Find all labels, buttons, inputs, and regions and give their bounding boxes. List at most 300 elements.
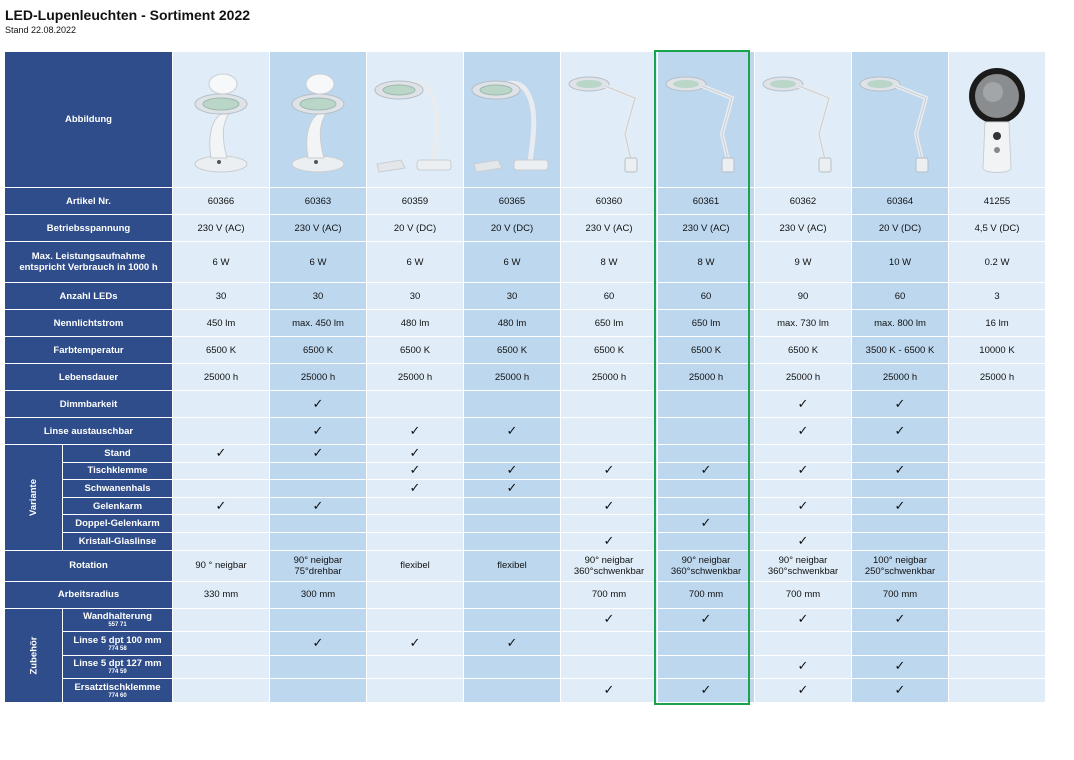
cell-lebensdauer — [561, 364, 658, 391]
row-tischklemme — [5, 462, 1046, 480]
checkmark-icon: ✓ — [312, 497, 324, 513]
cell-value: 700 mm — [591, 589, 627, 601]
product-image-cell — [949, 52, 1046, 188]
cell-leds — [852, 283, 949, 310]
cell-linse — [755, 418, 852, 445]
cell-schwanenhals — [367, 480, 464, 498]
cell-value: 60 — [700, 290, 712, 302]
cell-radius — [852, 581, 949, 608]
cell-gelenkarm — [367, 497, 464, 515]
cell-stand — [561, 445, 658, 463]
cell-spannung — [367, 215, 464, 242]
cell-spannung — [949, 215, 1046, 242]
cell-doppel — [949, 515, 1046, 533]
cell-stand — [367, 445, 464, 463]
cell-doppel — [173, 515, 270, 533]
row-linse100 — [5, 632, 1046, 656]
row-schwanenhals — [5, 480, 1046, 498]
cell-dimm — [658, 391, 755, 418]
cell-value: 480 lm — [400, 317, 430, 329]
cell-lichtstrom — [464, 310, 561, 337]
row-wand — [5, 608, 1046, 632]
cell-linse — [658, 418, 755, 445]
cell-value: 6500 K — [690, 344, 722, 356]
product-image-cell — [658, 52, 755, 188]
cell-kristall — [270, 532, 367, 550]
cell-linse — [270, 418, 367, 445]
row-stand — [5, 445, 1046, 463]
cell-rotation — [755, 550, 852, 581]
cell-value: 360°schwenkbar — [767, 565, 839, 577]
label-text: Lebensdauer — [58, 371, 119, 383]
label-text: Schwanenhals — [84, 482, 151, 494]
cell-gelenkarm — [949, 497, 1046, 515]
cell-linse127 — [367, 655, 464, 679]
article-number: 557 71 — [108, 622, 127, 629]
cell-value: 20 V (DC) — [490, 222, 534, 234]
row-lichtstrom — [5, 310, 1046, 337]
label-text: Farbtemperatur — [53, 344, 124, 356]
cell-value: 6 W — [309, 256, 327, 268]
cell-lebensdauer — [270, 364, 367, 391]
cell-wand — [949, 608, 1046, 632]
cell-doppel — [755, 515, 852, 533]
cell-value: 25000 h — [397, 371, 433, 383]
cell-ersatz — [367, 679, 464, 703]
cell-leds — [367, 283, 464, 310]
cell-schwanenhals — [561, 480, 658, 498]
cell-wand — [852, 608, 949, 632]
cell-value: 3500 K - 6500 K — [865, 344, 935, 356]
cell-ersatz — [270, 679, 367, 703]
label-leistung — [5, 242, 173, 283]
page-title: LED-Lupenleuchten - Sortiment 2022 — [5, 7, 251, 23]
cell-dimm — [367, 391, 464, 418]
cell-linse100 — [852, 632, 949, 656]
cell-value: 60363 — [304, 195, 332, 207]
cell-artikel — [755, 188, 852, 215]
cell-radius — [561, 581, 658, 608]
cell-value: 4,5 V (DC) — [974, 222, 1020, 234]
cell-dimm — [852, 391, 949, 418]
cell-lichtstrom — [852, 310, 949, 337]
checkmark-icon: ✓ — [797, 532, 809, 548]
cell-value: 60359 — [401, 195, 429, 207]
cell-schwanenhals — [852, 480, 949, 498]
cell-value: 30 — [506, 290, 518, 302]
row-gelenkarm — [5, 497, 1046, 515]
cell-value: 480 lm — [497, 317, 527, 329]
cell-wand — [270, 608, 367, 632]
cell-value: 25000 h — [203, 371, 239, 383]
cell-artikel — [367, 188, 464, 215]
lamp-gooseneck-icon — [367, 64, 463, 176]
group-variante — [5, 445, 63, 551]
label-lichtstrom — [5, 310, 173, 337]
cell-spannung — [270, 215, 367, 242]
cell-value: 90° neigbar — [584, 554, 634, 566]
cell-artikel — [173, 188, 270, 215]
checkmark-icon: ✓ — [215, 444, 227, 460]
cell-value: 6 W — [503, 256, 521, 268]
cell-linse127 — [658, 655, 755, 679]
checkmark-icon: ✓ — [409, 422, 421, 438]
checkmark-icon: ✓ — [603, 532, 615, 548]
group-label: Variante — [28, 478, 39, 516]
cell-linse — [464, 418, 561, 445]
cell-value: 25000 h — [979, 371, 1015, 383]
cell-spannung — [658, 215, 755, 242]
article-number: 774 59 — [108, 669, 127, 676]
cell-value: 700 mm — [688, 589, 724, 601]
cell-tischklemme — [949, 462, 1046, 480]
cell-ersatz — [949, 679, 1046, 703]
label-text: Abbildung — [65, 114, 112, 125]
label-linse100 — [63, 632, 173, 656]
cell-dimm — [755, 391, 852, 418]
cell-value: 60366 — [207, 195, 235, 207]
checkmark-icon: ✓ — [409, 479, 421, 495]
cell-value: 6500 K — [593, 344, 625, 356]
cell-value: flexibel — [400, 560, 430, 572]
checkmark-icon: ✓ — [797, 658, 809, 674]
cell-kristall — [464, 532, 561, 550]
checkmark-icon: ✓ — [409, 634, 421, 650]
cell-value: 8 W — [697, 256, 715, 268]
cell-gelenkarm — [658, 497, 755, 515]
cell-kristall — [367, 532, 464, 550]
cell-lebensdauer — [658, 364, 755, 391]
checkmark-icon: ✓ — [894, 395, 906, 411]
cell-value: 75°drehbar — [294, 565, 342, 577]
cell-ersatz — [173, 679, 270, 703]
cell-value: 230 V (AC) — [779, 222, 827, 234]
checkmark-icon: ✓ — [603, 611, 615, 627]
cell-radius — [464, 581, 561, 608]
cell-value: 20 V (DC) — [878, 222, 922, 234]
cell-artikel — [658, 188, 755, 215]
cell-lichtstrom — [755, 310, 852, 337]
cell-artikel — [561, 188, 658, 215]
cell-value: 25000 h — [882, 371, 918, 383]
cell-leistung — [949, 242, 1046, 283]
cell-radius — [270, 581, 367, 608]
cell-linse100 — [464, 632, 561, 656]
checkmark-icon: ✓ — [894, 658, 906, 674]
cell-schwanenhals — [173, 480, 270, 498]
lamp-arm-icon — [658, 64, 754, 176]
cell-doppel — [367, 515, 464, 533]
cell-value: 90° neigbar — [778, 554, 828, 566]
row-leds — [5, 283, 1046, 310]
row-spannung — [5, 215, 1046, 242]
article-number: 774 58 — [108, 645, 127, 652]
cell-radius — [658, 581, 755, 608]
cell-doppel — [561, 515, 658, 533]
label-text: Max. Leistungsaufnahme — [31, 251, 146, 262]
cell-wand — [367, 608, 464, 632]
cell-rotation — [173, 550, 270, 581]
row-linse127 — [5, 655, 1046, 679]
cell-value: max. 800 lm — [874, 317, 926, 329]
checkmark-icon: ✓ — [409, 444, 421, 460]
cell-dimm — [561, 391, 658, 418]
cell-leistung — [755, 242, 852, 283]
cell-wand — [755, 608, 852, 632]
product-image-cell — [561, 52, 658, 188]
cell-linse100 — [173, 632, 270, 656]
cell-value: 8 W — [600, 256, 618, 268]
cell-value: 90° neigbar — [681, 554, 731, 566]
label-spannung — [5, 215, 173, 242]
product-image-cell — [270, 52, 367, 188]
cell-linse127 — [852, 655, 949, 679]
cell-rotation — [658, 550, 755, 581]
cell-value: 90° neigbar — [293, 554, 343, 566]
cell-dimm — [270, 391, 367, 418]
cell-farbtemp — [464, 337, 561, 364]
label-linse — [5, 418, 173, 445]
cell-value: 450 lm — [206, 317, 236, 329]
cell-value: 30 — [215, 290, 227, 302]
cell-lebensdauer — [464, 364, 561, 391]
label-text: Wandhalterung — [83, 611, 152, 623]
cell-value: 230 V (AC) — [682, 222, 730, 234]
cell-ersatz — [561, 679, 658, 703]
row-ersatz — [5, 679, 1046, 703]
label-text: Artikel Nr. — [66, 195, 111, 207]
cell-linse — [367, 418, 464, 445]
cell-lichtstrom — [561, 310, 658, 337]
cell-linse127 — [173, 655, 270, 679]
cell-value: 6 W — [212, 256, 230, 268]
cell-stand — [949, 445, 1046, 463]
cell-tischklemme — [173, 462, 270, 480]
cell-value: 6500 K — [496, 344, 528, 356]
label-text: Anzahl LEDs — [59, 290, 118, 302]
cell-tischklemme — [658, 462, 755, 480]
label-radius — [5, 581, 173, 608]
checkmark-icon: ✓ — [894, 611, 906, 627]
cell-value: 700 mm — [882, 589, 918, 601]
row-artikel — [5, 188, 1046, 215]
cell-leistung — [270, 242, 367, 283]
checkmark-icon: ✓ — [603, 497, 615, 513]
label-gelenkarm — [63, 497, 173, 515]
cell-value: 6500 K — [205, 344, 237, 356]
checkmark-icon: ✓ — [894, 681, 906, 697]
cell-value: max. 450 lm — [292, 317, 344, 329]
cell-leistung — [658, 242, 755, 283]
cell-schwanenhals — [270, 480, 367, 498]
cell-value: 0.2 W — [984, 256, 1010, 268]
cell-ersatz — [658, 679, 755, 703]
label-text: Nennlichtstrom — [53, 317, 124, 329]
checkmark-icon: ✓ — [312, 422, 324, 438]
cell-kristall — [658, 532, 755, 550]
cell-value: max. 730 lm — [777, 317, 829, 329]
cell-spannung — [464, 215, 561, 242]
cell-value: 700 mm — [785, 589, 821, 601]
row-abbildung — [5, 52, 1046, 188]
cell-value: 60361 — [692, 195, 720, 207]
cell-linse127 — [464, 655, 561, 679]
cell-linse127 — [270, 655, 367, 679]
cell-value: 60364 — [886, 195, 914, 207]
cell-dimm — [464, 391, 561, 418]
label-text: Dimmbarkeit — [59, 398, 118, 410]
label-text: Linse austauschbar — [43, 425, 134, 437]
cell-linse127 — [949, 655, 1046, 679]
cell-value: 90 — [797, 290, 809, 302]
cell-schwanenhals — [464, 480, 561, 498]
cell-schwanenhals — [949, 480, 1046, 498]
label-linse127 — [63, 655, 173, 679]
label-lebensdauer — [5, 364, 173, 391]
cell-spannung — [561, 215, 658, 242]
checkmark-icon: ✓ — [603, 462, 615, 478]
cell-value: 330 mm — [203, 589, 239, 601]
cell-farbtemp — [270, 337, 367, 364]
checkmark-icon: ✓ — [603, 681, 615, 697]
label-artikel — [5, 188, 173, 215]
label-text: Stand — [104, 447, 131, 459]
label-ersatz — [63, 679, 173, 703]
cell-linse — [852, 418, 949, 445]
cell-spannung — [755, 215, 852, 242]
row-dimm — [5, 391, 1046, 418]
cell-stand — [755, 445, 852, 463]
label-rotation — [5, 550, 173, 581]
cell-tischklemme — [367, 462, 464, 480]
label-doppel — [63, 515, 173, 533]
cell-kristall — [755, 532, 852, 550]
cell-value: 250°schwenkbar — [864, 565, 936, 577]
cell-doppel — [852, 515, 949, 533]
cell-wand — [561, 608, 658, 632]
cell-ersatz — [755, 679, 852, 703]
label-farbtemp — [5, 337, 173, 364]
label-schwanenhals — [63, 480, 173, 498]
cell-kristall — [173, 532, 270, 550]
cell-value: 16 lm — [985, 317, 1009, 329]
cell-linse100 — [270, 632, 367, 656]
group-zubehoer — [5, 608, 63, 702]
cell-lichtstrom — [173, 310, 270, 337]
cell-spannung — [852, 215, 949, 242]
label-text: Kristall-Glaslinse — [78, 535, 157, 547]
cell-stand — [464, 445, 561, 463]
cell-value: 25000 h — [494, 371, 530, 383]
cell-leistung — [852, 242, 949, 283]
cell-farbtemp — [852, 337, 949, 364]
cell-linse — [949, 418, 1046, 445]
label-text: entspricht Verbrauch in 1000 h — [19, 262, 158, 273]
cell-lebensdauer — [367, 364, 464, 391]
cell-farbtemp — [561, 337, 658, 364]
cell-tischklemme — [464, 462, 561, 480]
cell-value: 10 W — [888, 256, 912, 268]
cell-radius — [755, 581, 852, 608]
checkmark-icon: ✓ — [409, 462, 421, 478]
checkmark-icon: ✓ — [215, 497, 227, 513]
cell-gelenkarm — [464, 497, 561, 515]
cell-stand — [270, 445, 367, 463]
cell-radius — [173, 581, 270, 608]
lamp-arm-icon — [755, 64, 851, 176]
checkmark-icon: ✓ — [797, 422, 809, 438]
cell-ersatz — [852, 679, 949, 703]
cell-rotation — [464, 550, 561, 581]
label-text: Tischklemme — [87, 465, 148, 477]
cell-schwanenhals — [755, 480, 852, 498]
checkmark-icon: ✓ — [700, 462, 712, 478]
cell-tischklemme — [852, 462, 949, 480]
checkmark-icon: ✓ — [894, 497, 906, 513]
checkmark-icon: ✓ — [506, 422, 518, 438]
row-rotation — [5, 550, 1046, 581]
label-abbildung — [5, 52, 173, 188]
cell-leds — [173, 283, 270, 310]
product-image-cell — [755, 52, 852, 188]
cell-leistung — [173, 242, 270, 283]
cell-value: 230 V (AC) — [294, 222, 342, 234]
cell-linse100 — [949, 632, 1046, 656]
cell-value: 230 V (AC) — [197, 222, 245, 234]
label-stand — [63, 445, 173, 463]
cell-value: 60365 — [498, 195, 526, 207]
cell-leds — [561, 283, 658, 310]
cell-leds — [270, 283, 367, 310]
label-text: Gelenkarm — [92, 500, 143, 512]
cell-doppel — [658, 515, 755, 533]
cell-stand — [658, 445, 755, 463]
cell-rotation — [561, 550, 658, 581]
cell-lichtstrom — [949, 310, 1046, 337]
cell-linse100 — [367, 632, 464, 656]
checkmark-icon: ✓ — [506, 479, 518, 495]
cell-stand — [852, 445, 949, 463]
label-wand — [63, 608, 173, 632]
label-text: Arbeitsradius — [57, 589, 120, 601]
label-text: Betriebsspannung — [46, 222, 131, 234]
checkmark-icon: ✓ — [506, 462, 518, 478]
cell-leistung — [464, 242, 561, 283]
checkmark-icon: ✓ — [506, 634, 518, 650]
checkmark-icon: ✓ — [700, 681, 712, 697]
product-image-cell — [852, 52, 949, 188]
cell-gelenkarm — [561, 497, 658, 515]
label-dimm — [5, 391, 173, 418]
lamp-arm-icon — [561, 64, 657, 176]
cell-linse100 — [755, 632, 852, 656]
cell-tischklemme — [561, 462, 658, 480]
cell-farbtemp — [949, 337, 1046, 364]
checkmark-icon: ✓ — [894, 462, 906, 478]
checkmark-icon: ✓ — [312, 444, 324, 460]
cell-tischklemme — [270, 462, 367, 480]
cell-lebensdauer — [173, 364, 270, 391]
checkmark-icon: ✓ — [797, 462, 809, 478]
cell-value: 25000 h — [688, 371, 724, 383]
cell-kristall — [561, 532, 658, 550]
product-image-cell — [367, 52, 464, 188]
cell-gelenkarm — [173, 497, 270, 515]
label-text: Ersatztischklemme — [74, 681, 161, 693]
cell-value: 9 W — [794, 256, 812, 268]
page-subtitle: Stand 22.08.2022 — [5, 25, 77, 35]
cell-rotation — [367, 550, 464, 581]
